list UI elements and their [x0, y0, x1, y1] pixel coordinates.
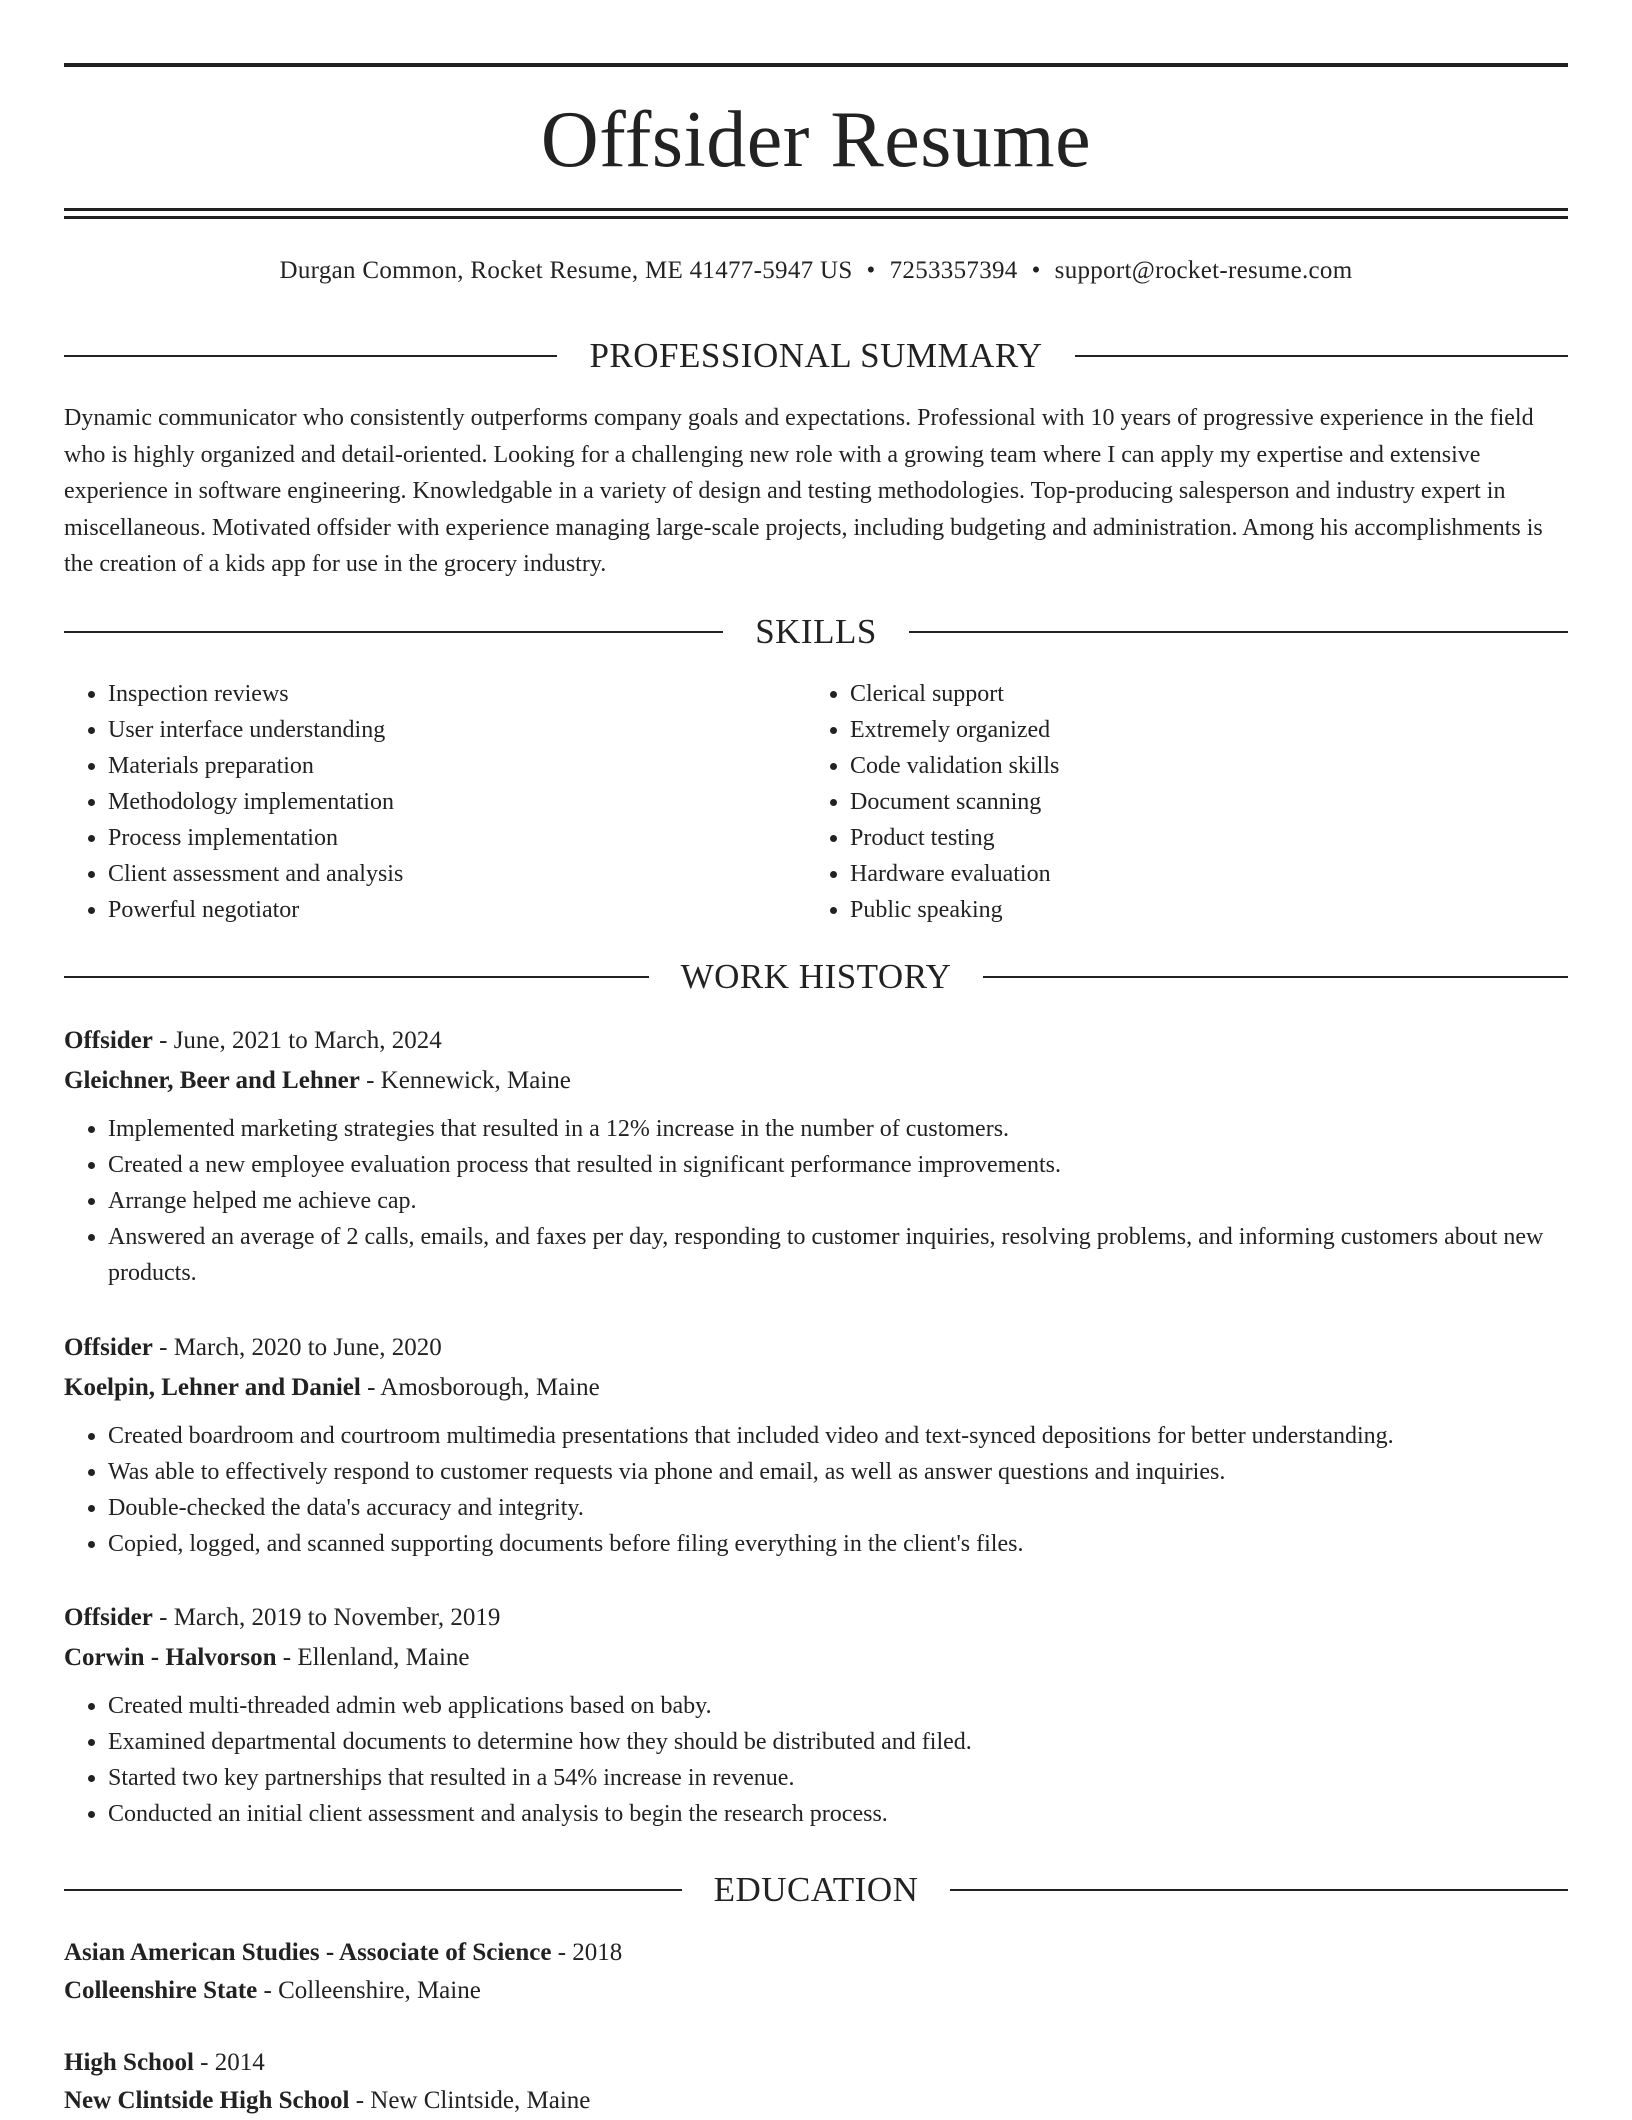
- job-title: Offsider: [64, 1027, 153, 1054]
- job-bullet: • Arrange helped me achieve cap.: [108, 1183, 1568, 1219]
- job-entry: [64, 1328, 1568, 1562]
- education-degree-line: [64, 1934, 1568, 1972]
- job-entry: [64, 1598, 1568, 1832]
- job-title-line: [64, 1328, 1568, 1368]
- contact-line: [64, 254, 1568, 288]
- heading-rule-right: [950, 1889, 1568, 1891]
- section-heading-summary: [64, 334, 1568, 378]
- heading-rule-right: [909, 631, 1568, 633]
- education-degree: High School: [64, 2049, 194, 2076]
- job-company: Gleichner, Beer and Lehner: [64, 1067, 360, 1094]
- job-title-line: [64, 1021, 1568, 1061]
- job-bullets: [64, 1688, 1568, 1832]
- skill-item: • Process implementation: [108, 820, 806, 856]
- skills-column-right: [806, 676, 1548, 928]
- top-rule: [64, 63, 1568, 67]
- section-label: PROFESSIONAL SUMMARY: [589, 336, 1043, 375]
- heading-rule-left: [64, 1889, 682, 1891]
- title-rule-upper: [64, 208, 1568, 211]
- job-bullet: • Was able to effectively respond to customer requests via phone and email, as well as answer questions and inquiries.: [108, 1454, 1568, 1490]
- skill-item: • Product testing: [850, 820, 1548, 856]
- skill-item: • Code validation skills: [850, 748, 1548, 784]
- skill-item: • Client assessment and analysis: [108, 856, 806, 892]
- job-bullet: • Copied, logged, and scanned supporting documents before filing everything in the client's files.: [108, 1526, 1568, 1562]
- job-company: Corwin - Halvorson: [64, 1644, 277, 1671]
- education-school-line: [64, 1972, 1568, 2010]
- job-company-line: [64, 1368, 1568, 1408]
- education-year: - 2018: [551, 1939, 623, 1966]
- contact-email: support@rocket-resume.com: [1054, 257, 1353, 284]
- job-company: Koelpin, Lehner and Daniel: [64, 1374, 361, 1401]
- title-rule-lower: [64, 216, 1568, 219]
- skill-item: • Powerful negotiator: [108, 892, 806, 928]
- job-bullet: • Created multi-threaded admin web applications based on baby.: [108, 1688, 1568, 1724]
- job-title: Offsider: [64, 1604, 153, 1631]
- section-label: WORK HISTORY: [680, 957, 952, 996]
- job-bullet: • Answered an average of 2 calls, emails, and faxes per day, responding to customer inquiries, resolving problems, and informing customers about new products.: [108, 1219, 1568, 1291]
- job-dates: - March, 2020 to June, 2020: [152, 1334, 442, 1361]
- education-school: Colleenshire State: [64, 1977, 258, 2004]
- skill-item: • Extremely organized: [850, 712, 1548, 748]
- job-title: Offsider: [64, 1334, 153, 1361]
- skill-item: • Document scanning: [850, 784, 1548, 820]
- job-dates: - June, 2021 to March, 2024: [152, 1027, 442, 1054]
- job-company-line: [64, 1061, 1568, 1101]
- heading-rule-left: [64, 976, 649, 978]
- skill-item: • Public speaking: [850, 892, 1548, 928]
- job-bullet: • Double-checked the data's accuracy and integrity.: [108, 1490, 1568, 1526]
- skills-column-left: [64, 676, 806, 928]
- job-bullet: • Conducted an initial client assessment and analysis to begin the research process.: [108, 1796, 1568, 1832]
- job-bullets: [64, 1418, 1568, 1562]
- skill-item: • Materials preparation: [108, 748, 806, 784]
- section-label: EDUCATION: [713, 1870, 919, 1909]
- education-degree: Asian American Studies - Associate of Science: [64, 1939, 552, 1966]
- skill-item: • Hardware evaluation: [850, 856, 1548, 892]
- section-label: SKILLS: [755, 612, 877, 651]
- education-school-line: [64, 2082, 1568, 2120]
- resume-title: Offsider Resume: [540, 96, 1092, 184]
- heading-rule-left: [64, 631, 723, 633]
- job-bullet: • Created a new employee evaluation process that resulted in significant performance improvements.: [108, 1147, 1568, 1183]
- education-year: - 2014: [193, 2049, 265, 2076]
- job-dates: - March, 2019 to November, 2019: [152, 1604, 501, 1631]
- skill-item: • Inspection reviews: [108, 676, 806, 712]
- skill-item: • User interface understanding: [108, 712, 806, 748]
- contact-separator: •: [1031, 257, 1041, 284]
- contact-address: Durgan Common, Rocket Resume, ME 41477-5947 US: [279, 257, 853, 284]
- education-entry: [64, 1934, 1568, 2010]
- education-location: - Colleenshire, Maine: [257, 1977, 481, 2004]
- job-location: - Amosborough, Maine: [360, 1374, 600, 1401]
- job-bullets: [64, 1111, 1568, 1291]
- job-title-line: [64, 1598, 1568, 1638]
- education-degree-line: [64, 2044, 1568, 2082]
- job-bullet: • Created boardroom and courtroom multimedia presentations that included video and text-synced depositions for better understanding.: [108, 1418, 1568, 1454]
- heading-rule-right: [1075, 355, 1568, 357]
- contact-phone: 7253357394: [889, 257, 1018, 284]
- job-location: - Ellenland, Maine: [276, 1644, 470, 1671]
- job-entry: [64, 1021, 1568, 1291]
- job-company-line: [64, 1638, 1568, 1678]
- heading-rule-right: [983, 976, 1568, 978]
- education-location: - New Clintside, Maine: [349, 2087, 591, 2114]
- education-school: New Clintside High School: [64, 2087, 350, 2114]
- section-heading-work: [64, 955, 1568, 999]
- skills-list: [64, 676, 1568, 928]
- contact-separator: •: [866, 257, 876, 284]
- skill-item: • Methodology implementation: [108, 784, 806, 820]
- job-bullet: • Implemented marketing strategies that resulted in a 12% increase in the number of customers.: [108, 1111, 1568, 1147]
- heading-rule-left: [64, 355, 557, 357]
- job-bullet: • Started two key partnerships that resulted in a 54% increase in revenue.: [108, 1760, 1568, 1796]
- section-heading-skills: [64, 610, 1568, 654]
- skill-item: • Clerical support: [850, 676, 1548, 712]
- section-heading-education: [64, 1868, 1568, 1912]
- job-location: - Kennewick, Maine: [359, 1067, 571, 1094]
- job-bullet: • Examined departmental documents to determine how they should be distributed and filed.: [108, 1724, 1568, 1760]
- education-entry: [64, 2044, 1568, 2120]
- summary-text: Dynamic communicator who consistently outperforms company goals and expectations. Professional with 10 years of progressive experience in the field who is highly organized and detail-oriented. Looking for a challenging new role with a growing team where I can apply my expertise and extensive experience in software engineering. Knowledgable in a variety of design and testing methodologies. Top-producing salesperson and industry expert in miscellaneous. Motivated offsider with experience managing large-scale projects, including budgeting and administration. Among his accomplishments is the creation of a kids app for use in the grocery industry.: [64, 405, 1543, 577]
